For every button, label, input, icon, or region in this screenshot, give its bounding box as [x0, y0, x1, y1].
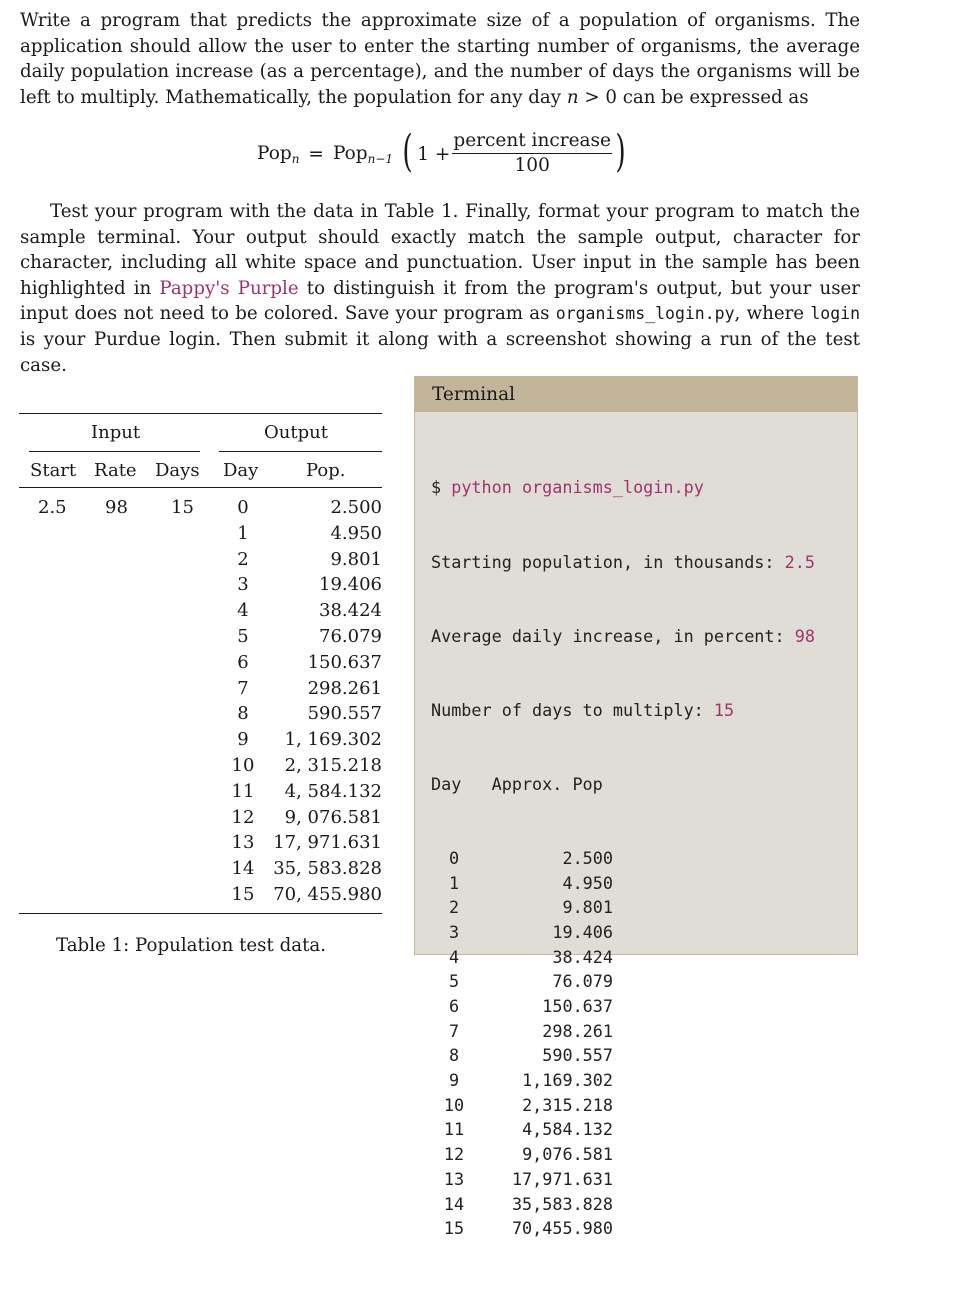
eq-equals: = — [308, 143, 324, 165]
user-input-start: 2.5 — [784, 551, 815, 572]
table-pop-cell: 35, 583.828 — [273, 858, 382, 880]
terminal-row — [431, 1019, 815, 1044]
instructions-text-2: to distinguish it from the program's output, but your user input does not need to be colored. Save your program as — [20, 277, 860, 325]
table-pop-cell: 9, 076.581 — [284, 806, 382, 828]
table-bottom-rule — [19, 913, 382, 914]
terminal-prompt-start: Starting population, in thousands: 2.5 — [431, 551, 815, 572]
table-pop-cell: 19.406 — [319, 574, 382, 596]
n-symbol: n — [566, 86, 579, 108]
table-pop-cell: 4, 584.132 — [284, 780, 382, 802]
table-day-cell: 3 — [237, 574, 249, 596]
table-group-input: Input — [91, 422, 141, 443]
table-day-cell: 4 — [237, 600, 249, 622]
table-day-cell: 10 — [231, 755, 255, 776]
table-pop-cell: 590.557 — [307, 703, 382, 725]
population-equation — [257, 128, 627, 180]
table-day-cell: 12 — [231, 806, 255, 828]
header-pop: Pop. — [306, 460, 346, 481]
login-word: login — [810, 304, 860, 324]
terminal-output — [431, 426, 815, 1290]
terminal-pop: 17,971.631 — [511, 1168, 613, 1189]
terminal-row — [431, 1192, 815, 1217]
terminal-pop: 2.500 — [562, 847, 613, 868]
terminal-day: 1 — [448, 872, 460, 893]
terminal-day: 13 — [443, 1168, 465, 1189]
intro-text: Write a program that predicts the approximate size of a population of organisms. The application should allow the user to enter the starting number of organisms, the average daily population increase (as a percentage), and the number of days the organisms will be left to multiply. Mathematically, the population for any day — [20, 10, 860, 108]
table-pop-cell: 17, 971.631 — [273, 832, 382, 854]
header-rule — [19, 487, 382, 488]
terminal-prompt-rate: Average daily increase, in percent: 98 — [431, 625, 815, 646]
eq-pop-n: Pop$_n$ — [257, 142, 300, 166]
terminal-row — [431, 994, 815, 1019]
table-day-cell: 13 — [231, 832, 255, 854]
terminal-pop: 4,584.132 — [522, 1119, 613, 1140]
terminal-day: 5 — [448, 971, 460, 992]
filename: organisms_login.py — [555, 304, 735, 324]
terminal-pop: 38.424 — [552, 946, 613, 967]
terminal-pop: 9.801 — [562, 897, 613, 918]
terminal-day: 7 — [448, 1020, 460, 1041]
table-pop-cell: 9.801 — [330, 548, 382, 570]
table-day-cell: 9 — [237, 729, 249, 751]
eq-one-plus: 1 + — [417, 143, 451, 165]
terminal-pop: 35,583.828 — [511, 1193, 613, 1214]
terminal-pop: 2,315.218 — [522, 1094, 613, 1115]
terminal-row — [431, 1142, 815, 1167]
user-input-rate: 98 — [794, 625, 815, 646]
table-day-cell: 0 — [237, 497, 249, 518]
terminal-rows — [431, 846, 815, 1241]
terminal-pop: 9,076.581 — [522, 1144, 613, 1165]
table-pop-cell: 1, 169.302 — [284, 729, 382, 751]
terminal-command-line: $ python organisms_login.py — [431, 477, 704, 498]
eq-pop-n-minus-1: Pop$_{n-1}$ — [332, 142, 394, 166]
table-day-cell: 8 — [237, 703, 249, 725]
terminal-row — [431, 1216, 815, 1241]
terminal-day: 11 — [443, 1119, 465, 1140]
table-day-cell: 5 — [237, 626, 249, 647]
eq-numerator: percent increase — [452, 130, 612, 154]
output-group-rule — [219, 451, 382, 452]
table-day-cell: 11 — [231, 780, 255, 802]
terminal-row — [431, 895, 815, 920]
terminal-day: 6 — [448, 996, 460, 1016]
user-input-days: 15 — [713, 699, 735, 720]
terminal-day: 4 — [448, 946, 460, 967]
table-pop-cell: 150.637 — [307, 651, 382, 673]
terminal-day: 14 — [443, 1193, 465, 1214]
header-days: Days — [155, 460, 200, 481]
terminal-pop: 590.557 — [542, 1045, 613, 1066]
terminal-day: 8 — [448, 1045, 460, 1066]
table-pop-cell: 2, 315.218 — [284, 755, 382, 776]
terminal-row — [431, 1167, 815, 1192]
instructions-paragraph — [20, 199, 860, 378]
table-pop-cell: 2.500 — [330, 497, 382, 518]
eq-denominator: 100 — [514, 155, 550, 176]
terminal-pop: 76.079 — [552, 971, 613, 992]
table-top-rule — [19, 413, 382, 414]
instructions-text-4: is your Purdue login. Then submit it along with a screenshot showing a run of the test case. — [20, 328, 860, 376]
table-day-cell: 7 — [237, 677, 249, 699]
table-day-cell: 6 — [237, 651, 249, 673]
eq-left-paren: ( — [402, 126, 413, 177]
table-day-cell: 15 — [231, 884, 255, 905]
pappys-purple-highlight: Pappy's Purple — [159, 277, 299, 299]
table-pop-cell: 76.079 — [319, 626, 382, 647]
table-pop-cell: 4.950 — [330, 522, 382, 544]
table-caption: Table 1: Population test data. — [56, 935, 326, 956]
terminal-row — [431, 871, 815, 896]
terminal-pop: 298.261 — [542, 1020, 613, 1041]
eq-right-paren: ) — [615, 126, 626, 177]
terminal-title: Terminal — [415, 377, 857, 412]
terminal-pop: 19.406 — [552, 921, 613, 942]
terminal-day: 0 — [448, 847, 460, 868]
terminal-row — [431, 1093, 815, 1118]
input-group-rule — [29, 451, 200, 452]
table-pop-cell: 38.424 — [319, 600, 382, 622]
table-day-cell: 2 — [237, 548, 249, 570]
instructions-text-1: Test your program with the data in Table 1. Finally, format your program to match the sample terminal. Your output should exactly match the sample output, character for character, including all white space and punctuation. User input in the sample has been highlighted in — [20, 201, 860, 299]
header-start: Start — [30, 460, 77, 481]
table-group-output: Output — [264, 422, 328, 443]
terminal-pop: 4.950 — [562, 872, 613, 893]
eq-fraction — [452, 130, 612, 178]
terminal-row — [431, 846, 815, 871]
terminal-row — [431, 920, 815, 945]
terminal-command: python organisms_login.py — [451, 477, 704, 498]
terminal-row — [431, 1043, 815, 1068]
terminal-header: Day Approx. Pop — [431, 773, 603, 794]
terminal-row — [431, 1068, 815, 1093]
terminal-pop: 150.637 — [542, 996, 613, 1016]
terminal-day: 15 — [443, 1218, 465, 1239]
terminal-pop: 70,455.980 — [511, 1218, 613, 1239]
terminal-row — [431, 1117, 815, 1142]
intro-text-end: > 0 can be expressed as — [578, 86, 809, 108]
instructions-text-3: , where — [734, 303, 811, 325]
cell-rate: 98 — [105, 497, 128, 518]
cell-start: 2.5 — [38, 497, 67, 518]
terminal-day: 2 — [448, 897, 460, 918]
table-pop-cell: 70, 455.980 — [273, 884, 382, 905]
terminal-prompt-days: Number of days to multiply: 15 — [431, 699, 735, 720]
header-day: Day — [223, 460, 259, 481]
intro-paragraph — [20, 8, 860, 110]
terminal-day: 12 — [443, 1144, 465, 1165]
table-day-cell: 14 — [231, 858, 255, 880]
terminal-day: 9 — [448, 1070, 460, 1091]
header-rate: Rate — [94, 460, 137, 481]
terminal-row — [431, 945, 815, 970]
terminal-pop: 1,169.302 — [522, 1070, 613, 1091]
terminal-window — [414, 376, 858, 1239]
terminal-day: 3 — [448, 921, 460, 942]
terminal-row — [431, 969, 815, 994]
table-day-cell: 1 — [237, 522, 249, 544]
terminal-day: 10 — [443, 1094, 465, 1115]
table-pop-cell: 298.261 — [307, 677, 382, 699]
cell-days: 15 — [171, 497, 194, 518]
